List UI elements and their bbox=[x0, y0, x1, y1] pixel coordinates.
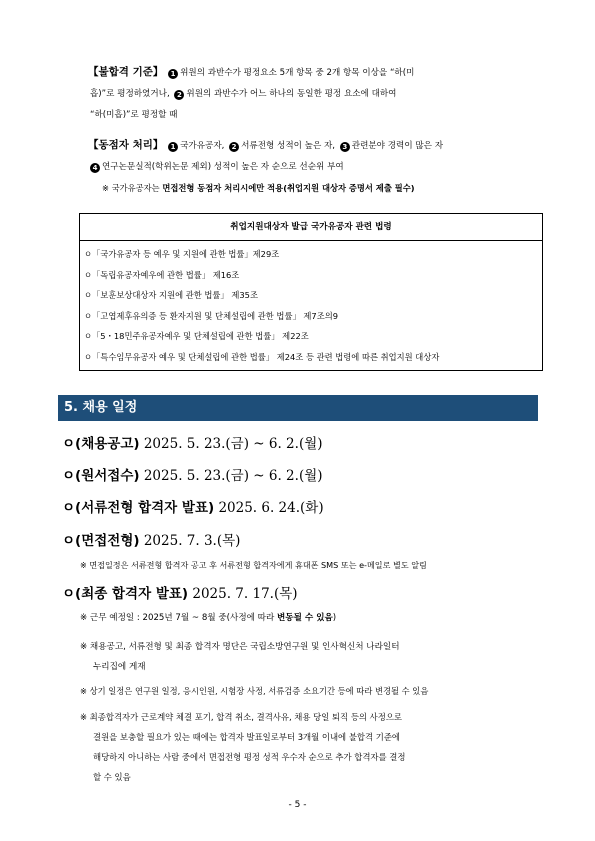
schedule-value: 2025. 5. 23.(금) ~ 6. 2.(월) bbox=[139, 468, 323, 484]
tie-rule-heading: 【동점자 처리】 bbox=[88, 139, 164, 151]
schedule-label: ㅇ(원서접수) bbox=[62, 468, 140, 484]
fail-criteria-text: “하(미흡)”로 평정할 때 bbox=[90, 110, 178, 120]
schedule-value: 2025. 7. 17.(목) bbox=[188, 586, 298, 602]
note-text: 결원을 보충할 필요가 있는 때에는 합격자 발표일로부터 3개월 이내에 불합격 기준에 bbox=[93, 732, 401, 742]
number-badge: 2 bbox=[174, 90, 184, 100]
note-work-date bbox=[80, 608, 336, 628]
section-title: 5. 채용 일정 bbox=[58, 395, 538, 421]
number-badge: 1 bbox=[168, 69, 178, 79]
note-schedule-change: ※ 상기 일정은 연구원 일정, 응시인원, 시험장 사정, 서류검증 소요기간 등에 따라 변경될 수 있음 bbox=[80, 686, 429, 696]
note-text-bold: 변동될 수 있음 bbox=[277, 613, 333, 623]
law-table bbox=[79, 213, 543, 371]
schedule-item bbox=[62, 529, 240, 549]
schedule-label: ㅇ(면접전형) bbox=[62, 533, 140, 549]
page-number: - 5 - bbox=[288, 800, 307, 810]
interview-note: ※ 면접일정은 서류전형 합격자 공고 후 서류전형 합격자에게 휴대폰 SMS 또는 e-메일로 별도 알림 bbox=[80, 560, 427, 570]
note-text: ) bbox=[332, 613, 337, 623]
schedule-label: ㅇ(채용공고) bbox=[62, 436, 140, 452]
fail-criteria-heading: 【불합격 기준】 bbox=[88, 66, 164, 78]
tie-rule-text: 관련분야 경력이 많은 자 bbox=[351, 141, 443, 151]
tie-rule-text: 국가유공자, bbox=[180, 141, 225, 151]
law-table-row: ㅇ「독립유공자예우에 관한 법률」 제16조 bbox=[84, 269, 240, 280]
number-badge: 1 bbox=[168, 142, 178, 152]
law-table-row: ㅇ「국가유공자 등 예우 및 지원에 관한 법률」제29조 bbox=[84, 249, 280, 259]
law-table-row: ㅇ「특수임무유공자 예우 및 단체설립에 관한 법률」 제24조 등 관련 법령에 따른 취업지원 대상자 bbox=[84, 351, 440, 362]
schedule-label: ㅇ(서류전형 합격자 발표) bbox=[62, 500, 215, 516]
number-badge: 3 bbox=[340, 142, 350, 152]
note-additional-pass bbox=[80, 707, 405, 787]
law-table-title: 취업지원대상자 발급 국가유공자 관련 법령 bbox=[80, 214, 542, 241]
schedule-value: 2025. 7. 3.(목) bbox=[139, 533, 241, 549]
number-badge: 4 bbox=[90, 163, 100, 173]
tie-rule-note: ※ 국가유공자는 bbox=[102, 183, 163, 193]
fail-criteria bbox=[88, 62, 543, 126]
note-announcement bbox=[80, 637, 400, 677]
schedule-value: 2025. 5. 23.(금) ~ 6. 2.(월) bbox=[139, 436, 323, 452]
tie-rule bbox=[88, 135, 548, 199]
note-text: 할 수 있음 bbox=[93, 772, 131, 782]
tie-rule-text: 서류전형 성적이 높은 자, bbox=[241, 141, 336, 151]
fail-criteria-text: 위원의 과반수가 어느 하나의 동일한 평정 요소에 대하여 bbox=[186, 89, 397, 99]
schedule-label: ㅇ(최종 합격자 발표) bbox=[62, 586, 189, 602]
schedule-item bbox=[62, 582, 298, 602]
fail-criteria-text: 흡)”로 평정하였거나, bbox=[90, 89, 170, 99]
law-table-row: ㅇ「5・18민주유공자예우 및 단체설립에 관한 법률」 제22조 bbox=[84, 331, 309, 341]
schedule-item bbox=[62, 464, 323, 484]
note-text: ※ 근무 예정일 : 2025년 7월 ~ 8월 중(사정에 따라 bbox=[80, 613, 277, 623]
note-text: ※ 최종합격자가 근로계약 체결 포기, 합격 취소, 결격사유, 채용 당일 퇴직 등의 사정으로 bbox=[80, 712, 403, 722]
law-table-row: ㅇ「고엽제후유의증 등 환자지원 및 단체설립에 관한 법률」 제7조의9 bbox=[84, 310, 338, 321]
number-badge: 2 bbox=[229, 142, 239, 152]
schedule-value: 2025. 6. 24.(화) bbox=[214, 500, 324, 516]
schedule-item bbox=[62, 496, 324, 516]
law-table-row: ㅇ「보훈보상대상자 지원에 관한 법률」 제35조 bbox=[84, 290, 258, 300]
fail-criteria-text: 위원의 과반수가 평정요소 5개 항목 중 2개 항목 이상을 “하(미 bbox=[180, 68, 415, 78]
tie-rule-note-bold: 면접전형 동점자 처리시에만 적용(취업지원 대상자 증명서 제출 필수) bbox=[162, 183, 415, 193]
note-text: 누리집에 게재 bbox=[93, 662, 146, 672]
schedule-item bbox=[62, 432, 323, 452]
note-text: 해당하지 아니하는 사람 중에서 면접전형 평정 성적 우수자 순으로 추가 합격자를 결정 bbox=[93, 752, 406, 762]
note-text: ※ 채용공고, 서류전형 및 최종 합격자 명단은 국립소방연구원 및 인사혁신처 나라일터 bbox=[80, 642, 400, 652]
tie-rule-text: 연구논문실적(학위논문 제외) 성적이 높은 자 순으로 선순위 부여 bbox=[102, 162, 344, 172]
